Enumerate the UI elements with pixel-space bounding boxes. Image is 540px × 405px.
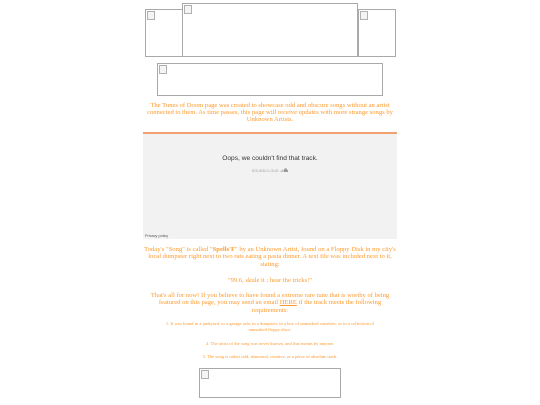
text-file-quote: "99.6, skule it ; hear the tricks!" — [227, 277, 313, 284]
soundcloud-wordmark: SOUNDCLOUD — [251, 169, 279, 173]
intro-text: The Tunes of Doom page was created to showcase odd and obscure songs without an artist connected to them. As time passes, this page will receive updates with more strange songs by Unknown Artists. — [147, 102, 393, 124]
requirement-2: 2. The artist of the song was never known, and that means by anyone. — [206, 341, 334, 346]
cloud-icon — [280, 168, 288, 173]
broken-image-icon — [159, 65, 167, 74]
footer-image — [199, 368, 341, 398]
header-image — [157, 63, 383, 96]
song-suffix: " by an Unknown Artist, found on a Floppy Disk in my city's local dumpster right next to two rats eating a pasta dinner. A text file was included next to it, stating: — [148, 246, 396, 268]
right-banner-image — [358, 9, 396, 57]
broken-image-icon — [360, 11, 368, 20]
song-prefix: Today's "Song" is called " — [144, 246, 213, 253]
soundcloud-logo[interactable] — [143, 168, 397, 173]
requirement-1: 1. It was found in a junkyard, or a garage sale, in a dumpster, in a box of unmarked cassettes, or in a collection of unmarked floppy discs. — [165, 321, 375, 332]
song-description — [142, 246, 398, 268]
broken-image-icon — [147, 11, 155, 20]
embed-error-message: Oops, we couldn't find that track. — [222, 155, 318, 162]
left-banner-image — [145, 9, 183, 57]
broken-image-icon — [201, 370, 209, 379]
requirement-3: 3. The song is rather odd, abnormal, creative, or a piece of absolute trash. — [202, 354, 338, 359]
privacy-policy-link[interactable]: Privacy policy — [145, 234, 169, 238]
submission-text-before: That's all for now! If you believe to have found a extreme rare tune that is worthy of being featured on this page, you may send an email — [150, 292, 390, 307]
broken-image-icon — [184, 5, 192, 14]
song-title: Spells'F — [212, 246, 235, 253]
submission-call — [142, 292, 398, 314]
title-banner-image — [182, 3, 358, 57]
submission-text-after: if the track meets the following requirements: — [251, 299, 382, 314]
soundcloud-embed[interactable] — [143, 134, 397, 239]
email-link[interactable]: HERE — [279, 299, 297, 307]
